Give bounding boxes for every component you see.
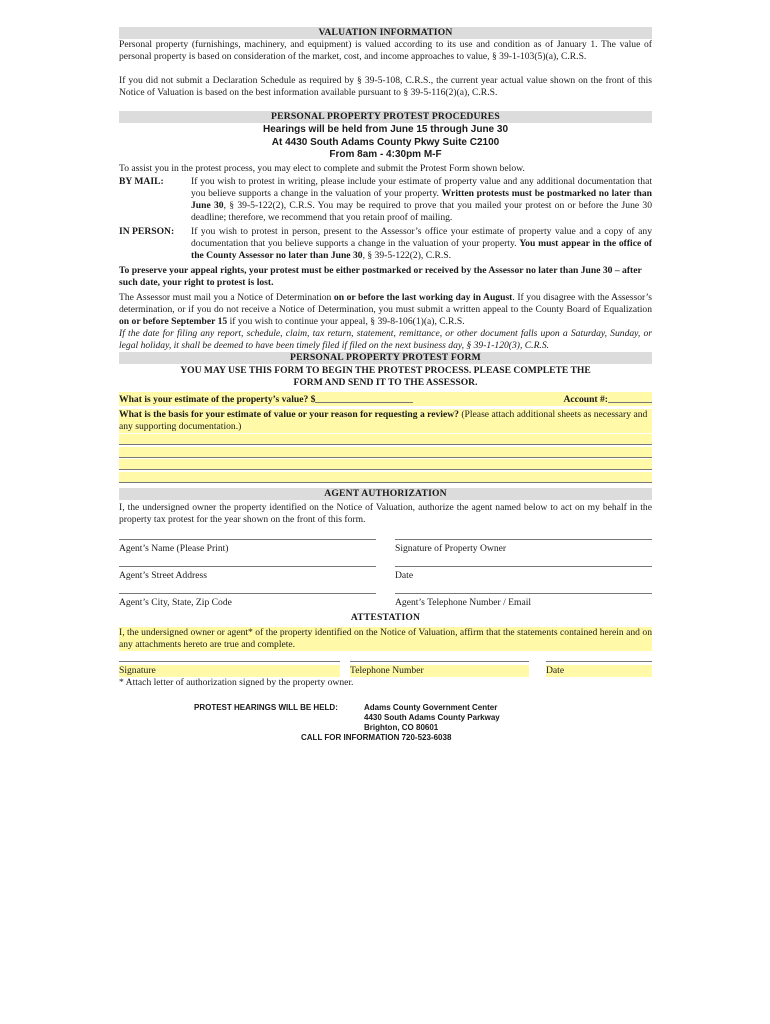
attestation-signature-field[interactable]	[119, 661, 340, 677]
attestation-date-field[interactable]	[546, 661, 652, 677]
footer-address-line-1: Adams County Government Center	[364, 702, 498, 712]
section-header-agent: AGENT AUTHORIZATION	[119, 488, 652, 500]
basis-answer-line-4[interactable]	[119, 472, 652, 483]
footer-call-info: CALL FOR INFORMATION 720-523-6038	[301, 732, 452, 742]
form-page	[119, 27, 652, 743]
authorization-footnote: * Attach letter of authorization signed by the property owner.	[119, 676, 354, 688]
owner-signature-label: Signature of Property Owner	[395, 542, 507, 554]
agent-name-label: Agent’s Name (Please Print)	[119, 542, 229, 554]
section-header-protest-form: PERSONAL PROPERTY PROTEST FORM	[119, 352, 652, 364]
footer-address	[364, 703, 500, 733]
footer-block	[119, 703, 652, 743]
footer-address-line-2: 4430 South Adams County Parkway	[364, 712, 500, 722]
preserve-rights-notice: To preserve your appeal rights, your protest must be either postmarked or received by the Assessor no later than June 30 – after such date, your right to protest is lost.	[119, 264, 642, 288]
agent-fields-row-3	[119, 593, 652, 609]
basis-answer-line-1[interactable]	[119, 434, 652, 445]
agent-phone-field[interactable]	[395, 593, 652, 609]
estimate-field-group	[119, 392, 413, 406]
agent-date-label: Date	[395, 569, 414, 581]
agent-fields-row-2	[119, 566, 652, 582]
procedures-intro: To assist you in the protest process, you may elect to complete and submit the Protest Form shown below.	[119, 162, 525, 174]
footer-label: PROTEST HEARINGS WILL BE HELD:	[194, 702, 338, 712]
account-number-input[interactable]	[608, 392, 652, 403]
form-instruction-line-2: FORM AND SEND IT TO THE ASSESSOR.	[293, 376, 478, 388]
by-mail-row	[119, 176, 652, 224]
by-mail-label: BY MAIL:	[119, 175, 164, 187]
agent-date-field[interactable]	[395, 566, 652, 582]
in-person-row	[119, 226, 652, 262]
hearings-dates: Hearings will be held from June 15 through June 30	[262, 124, 509, 135]
section-header-valuation: VALUATION INFORMATION	[119, 27, 652, 39]
agent-city-field[interactable]	[119, 593, 376, 609]
estimate-value-input[interactable]	[315, 392, 413, 403]
attestation-telephone-field[interactable]	[350, 661, 529, 677]
agent-street-label: Agent’s Street Address	[119, 569, 207, 581]
determination-paragraph: The Assessor must mail you a Notice of Determination on or before the last working day in August. If you disagree with the Assessor’s determination, or if you do not receive a Notice of Determination, you must submit a written appeal to the County Board of Equalization on or before September 15 if you wish to continue your appeal, § 39-8-106(1)(a), C.R.S.	[119, 291, 653, 327]
attestation-date-label: Date	[546, 665, 652, 677]
estimate-label: What is your estimate of the property’s value? $	[119, 393, 316, 405]
basis-question: What is the basis for your estimate of value or your reason for requesting a review? (Please attach additional sheets as necessary and any supporting documentation.)	[119, 409, 652, 433]
basis-answer-line-2[interactable]	[119, 447, 652, 458]
basis-answer-lines	[119, 434, 652, 483]
in-person-label: IN PERSON:	[119, 225, 175, 237]
basis-answer-line-3[interactable]	[119, 459, 652, 470]
hearings-hours: From 8am - 4:30pm M-F	[329, 149, 442, 160]
account-field-group	[564, 392, 653, 406]
form-instruction-line-1: YOU MAY USE THIS FORM TO BEGIN THE PROTEST PROCESS. PLEASE COMPLETE THE	[180, 364, 591, 376]
footer-address-line-3: Brighton, CO 80601	[364, 722, 439, 732]
agent-authorization-text: I, the undersigned owner the property identified on the Notice of Valuation, authorize the agent named below to act on my behalf in the property tax protest for the year shown on the front of this form.	[119, 501, 652, 525]
by-mail-text: If you wish to protest in writing, please include your estimate of property value and any additional documentation that you believe supports a change in the valuation of your property. Written protests must be postmarked no later than June 30, § 39-5-122(2), C.R.S. You may be required to prove that you mailed your protest on or before the June 30 deadline; therefore, we recommend that you retain proof of mailing.	[191, 175, 653, 223]
agent-city-label: Agent’s City, State, Zip Code	[119, 596, 232, 608]
agent-phone-label: Agent’s Telephone Number / Email	[395, 596, 532, 608]
section-header-attestation: ATTESTATION	[350, 611, 421, 623]
agent-street-field[interactable]	[119, 566, 376, 582]
agent-fields-row-1	[119, 539, 652, 555]
attestation-text: I, the undersigned owner or agent* of the property identified on the Notice of Valuation, affirm that the statements contained herein and on any attachments hereto are true and complete.	[119, 626, 652, 650]
agent-name-field[interactable]	[119, 539, 376, 555]
attestation-telephone-label: Telephone Number	[350, 665, 529, 677]
account-label: Account #:	[563, 393, 608, 405]
hearings-location: At 4430 South Adams County Pkwy Suite C2100	[271, 136, 500, 148]
attestation-signature-label: Signature	[119, 665, 340, 677]
attestation-fields	[119, 661, 652, 677]
form-instructions	[119, 365, 652, 389]
in-person-text: If you wish to protest in person, present to the Assessor’s office your estimate of property value and a copy of any documentation that you believe supports a change in the valuation of your property. You must appear in the office of the County Assessor no later than June 30, § 39-5-122(2), C.R.S.	[191, 225, 653, 261]
hearings-block	[119, 124, 652, 162]
section-header-procedures: PERSONAL PROPERTY PROTEST PROCEDURES	[119, 111, 652, 123]
holiday-note: If the date for filing any report, schedule, claim, tax return, statement, remittance, or other document falls upon a Saturday, Sunday, or legal holiday, it shall be deemed to have been timely filed if filed on the next business day, § 39-1-120(3), C.R.S.	[119, 327, 652, 351]
owner-signature-field[interactable]	[395, 539, 652, 555]
estimate-row	[119, 392, 652, 406]
valuation-paragraph: Personal property (furnishings, machinery, and equipment) is valued according to its use and condition as of January 1. The value of personal property is based on consideration of the market, cost, and income approaches to value, § 39-1-103(5)(a), C.R.S.	[119, 39, 652, 62]
declaration-paragraph: If you did not submit a Declaration Schedule as required by § 39-5-108, C.R.S., the current year actual value shown on the front of this Notice of Valuation is based on the best information available pursuant to § 39-5-116(2)(a), C.R.S.	[119, 75, 652, 98]
